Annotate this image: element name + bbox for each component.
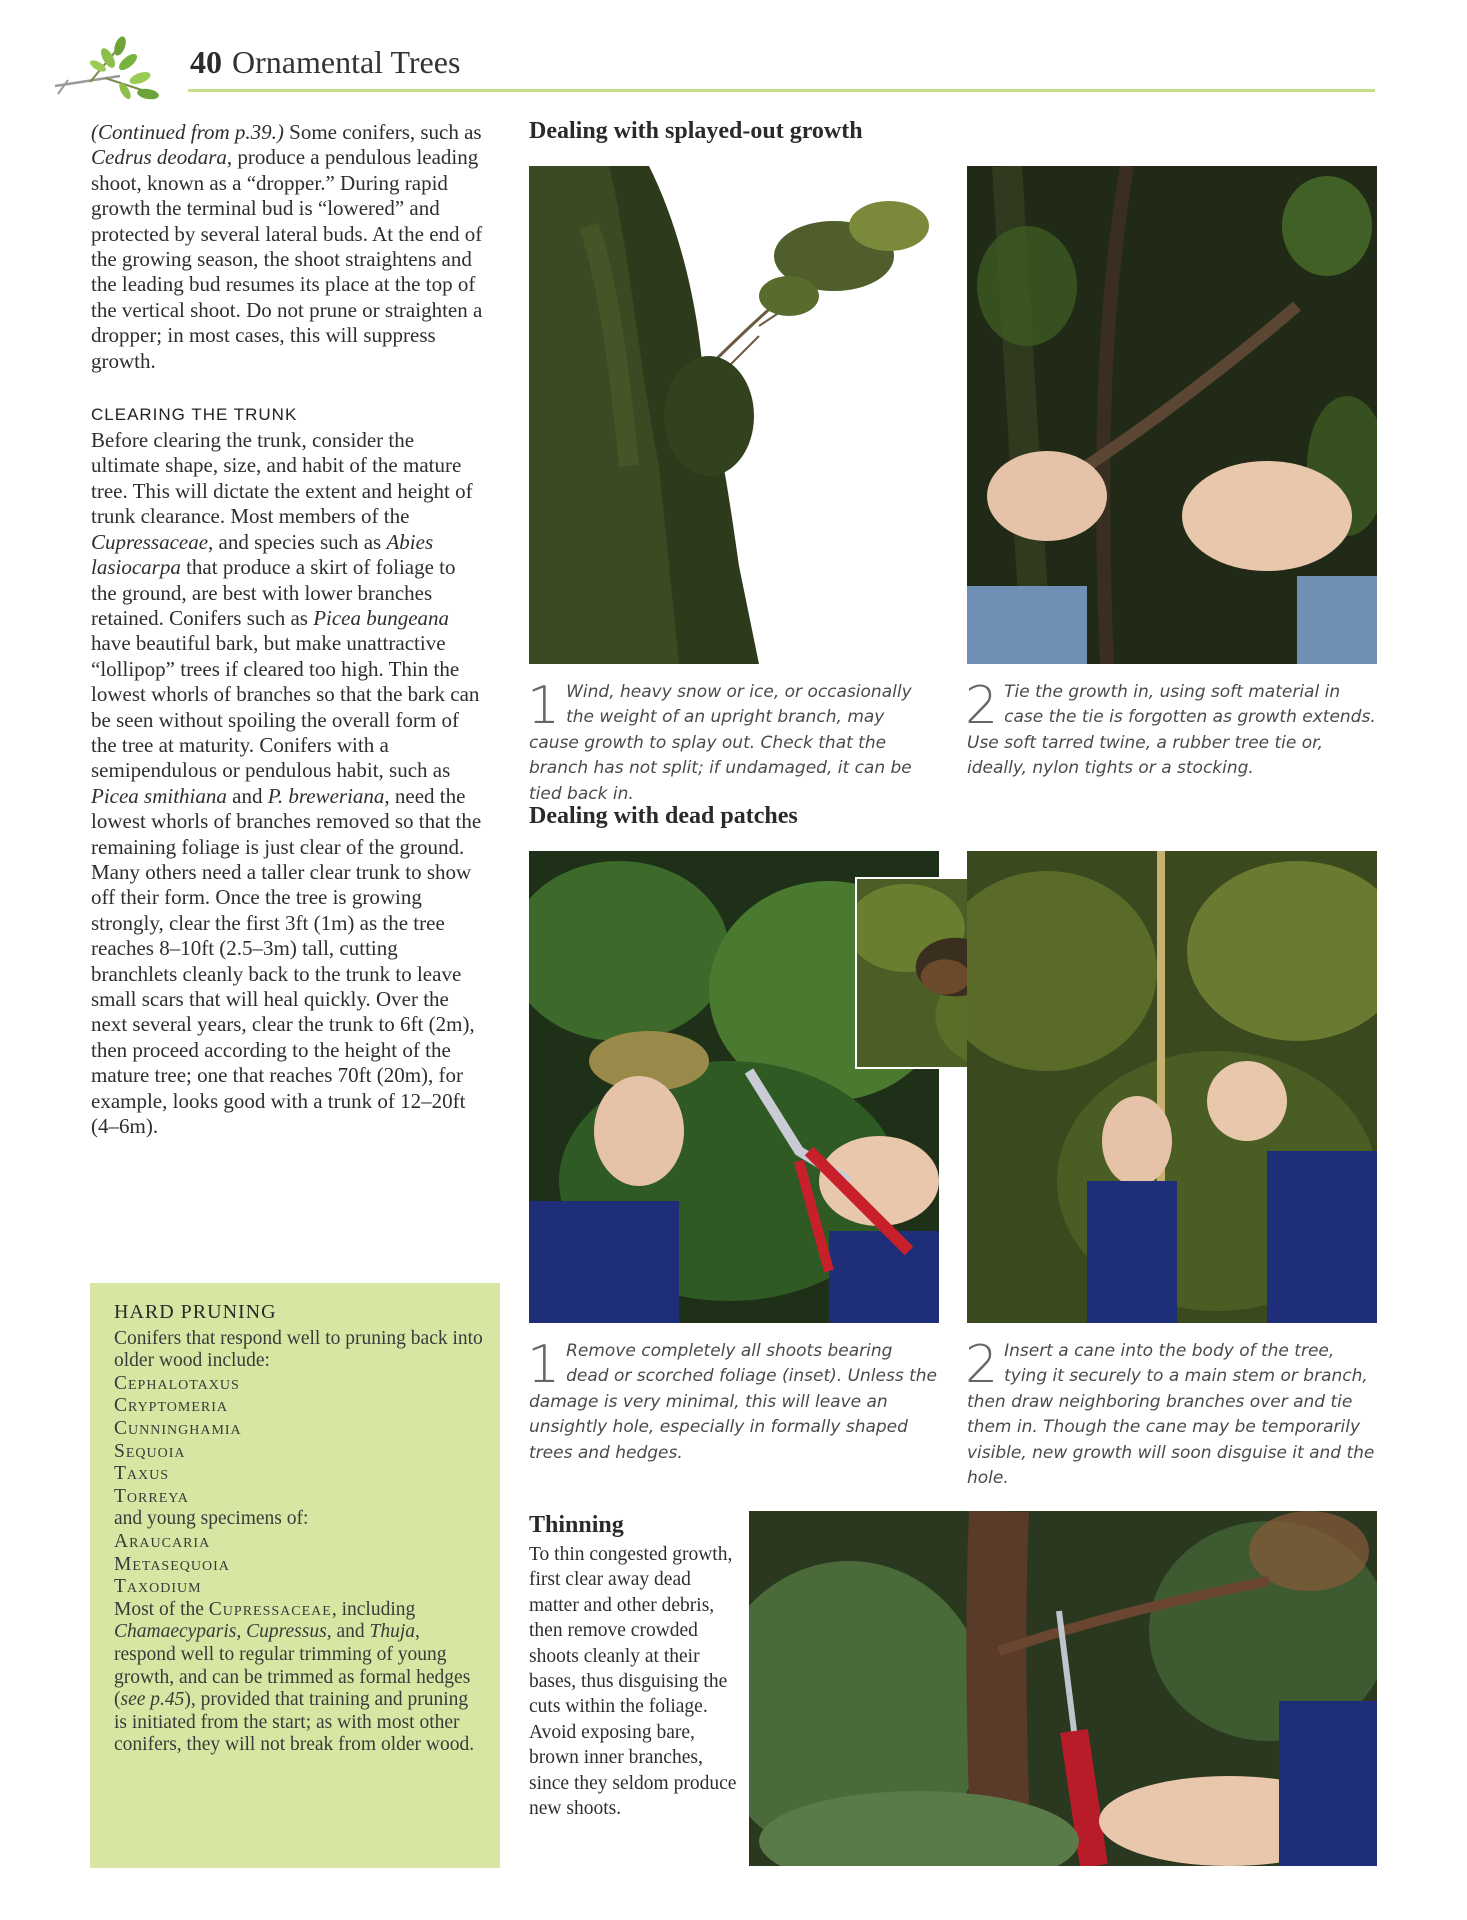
hp-text: , respond well to regular trimming of young growth, and can be trimmed as formal hedges ( (114, 1621, 471, 1711)
species-name: P. breweriana (267, 783, 385, 808)
see-ref: see (120, 1689, 146, 1711)
leaf-sprig-icon (50, 36, 170, 121)
page-ref: p.45 (145, 1689, 185, 1711)
genus-item: Araucaria (114, 1530, 211, 1552)
genus-item: Cunninghamia (114, 1417, 242, 1439)
species-name: Picea bungeana (313, 605, 450, 630)
clearing-text: and (226, 783, 268, 808)
step-number: 2 (965, 1335, 999, 1395)
genus-item: Cryptomeria (114, 1395, 228, 1417)
hp-text: and (331, 1621, 370, 1643)
genus-item: Sequoia (114, 1440, 186, 1462)
thinning-text: To thin congested growth, first clear away dead matter and other debris, then remove crowded shoots cleanly at their bases, thus disguising the cuts within the foliage. Avoid exposing bare, brown inner branches, since they seldom produce new shoots. (529, 1544, 737, 1820)
splayed-caption-2 (965, 676, 1377, 782)
species-name: Picea smithiana (91, 783, 227, 808)
page-number: 40 (190, 44, 222, 80)
family-name: Cupressaceae (208, 1598, 332, 1620)
hp-text: , including (331, 1598, 416, 1620)
dead-caption-1 (527, 1335, 939, 1466)
genus-italic: Thuja (369, 1621, 415, 1643)
photo-thinning-cut (749, 1511, 1377, 1866)
intro-text: Some conifers, such as (283, 120, 482, 144)
clearing-paragraph (91, 428, 483, 1139)
clearing-text: that produce a skirt of foliage to the ground, are best with lower branches retained. Conifers such as (91, 555, 456, 630)
clearing-text: , need the lowest whorls of branches removed so that the remaining foliage is just clear of the ground. Many others need a taller clear trunk to show off their form. Once the tree is growing strongly, clear the first 3ft (1m) as the tree reaches 8–10ft (2.5–3m) tall, cutting branchlets cleanly back to the trunk to leave small scars that will heal quickly. Over the next several years, clear the trunk to 6ft (2m), then proceed according to the height of the mature tree; one that reaches 70ft (20m), for example, looks good with a trunk of 12–20ft (4–6m). (91, 783, 482, 1139)
left-column (91, 120, 483, 1139)
genus-item: Torreya (114, 1485, 189, 1507)
genus-item: Cephalotaxus (114, 1372, 240, 1394)
dead-caption-2 (965, 1335, 1377, 1491)
young-specimens-label: and young specimens of: (114, 1508, 309, 1530)
splayed-caption-1 (527, 676, 939, 807)
species-name: Cupressaceae (91, 529, 209, 554)
genus-item: Taxus (114, 1463, 170, 1485)
species-name: Cedrus deodara (91, 145, 227, 170)
hp-text: ), provided that training and pruning is initiated from the start; as with most other conifers, they will not break from older wood. (114, 1689, 475, 1756)
intro-text: , produce a pendulous leading shoot, known as a “dropper.” During rapid growth the terminal bud is “lowered” and protected by several lateral buds. At the end of the growing season, the shoot straightens and the leading bud resumes its place at the top of the vertical shoot. Do not prune or straighten a dropper; in most cases, this will suppress growth. (91, 145, 483, 373)
caption-text: Remove completely all shoots bearing dead or scorched foliage (inset). Unless the damage is very minimal, this will leave an unsightly hole, especially in formally shaped trees and hedges. (529, 1341, 937, 1463)
clearing-text: have beautiful bark, but make unattractive “lollipop” trees if cleared too high. Thin the lowest whorls of branches so that the bark can be seen without spoiling the overall form of the tree at maturity. Conifers with a semipendulous or pendulous habit, such as (91, 631, 480, 783)
step-number: 1 (527, 676, 561, 736)
thinning-heading: Thinning (529, 1512, 624, 1538)
clearing-heading: CLEARING THE TRUNK (91, 405, 298, 425)
hard-pruning-box (90, 1283, 500, 1868)
genus-item: Metasequoia (114, 1553, 230, 1575)
dead-heading: Dealing with dead patches (529, 803, 798, 829)
continued-ref: (Continued from p.39.) (91, 120, 284, 144)
caption-text: Insert a cane into the body of the tree, tying it securely to a main stem or branch, then draw neighboring branches over and tie them in. Though the cane may be temporarily visible, new growth will soon disguise it and the hole. (967, 1341, 1375, 1489)
intro-paragraph (91, 120, 483, 374)
photo-splayed-branch (529, 166, 939, 664)
page-title: Ornamental Trees (232, 44, 461, 80)
splayed-heading: Dealing with splayed-out growth (529, 118, 863, 144)
header-rule (188, 89, 1375, 92)
step-number: 2 (965, 676, 999, 736)
cupressaceae-paragraph (114, 1599, 484, 1757)
clearing-text: Before clearing the trunk, consider the ultimate shape, size, and habit of the mature tree. This will dictate the extent and height of trunk clearance. Most members of the (91, 428, 473, 529)
genus-italic: Chamaecyparis, Cupressus, (114, 1621, 332, 1643)
photo-cane-tying (967, 851, 1377, 1323)
step-number: 1 (527, 1335, 561, 1395)
caption-text: Tie the growth in, using soft material in case the tie is forgotten as growth extends. Use soft tarred twine, a rubber tree tie or, ideally, nylon tights or a stocking. (967, 682, 1376, 779)
genus-item: Taxodium (114, 1576, 202, 1598)
clearing-text: , and species such as (208, 529, 387, 554)
hard-pruning-title: HARD PRUNING (114, 1301, 277, 1323)
caption-text: Wind, heavy snow or ice, or occasionally the weight of an upright branch, may cause growth to splay out. Check that the branch has not split; if undamaged, it can be tied back in. (529, 682, 912, 804)
hard-pruning-intro: Conifers that respond well to pruning back into older wood include: (114, 1327, 483, 1372)
species-name: Abies lasiocarpa (91, 529, 434, 580)
hp-text: Most of the (114, 1598, 209, 1620)
photo-tying-branch (967, 166, 1377, 664)
